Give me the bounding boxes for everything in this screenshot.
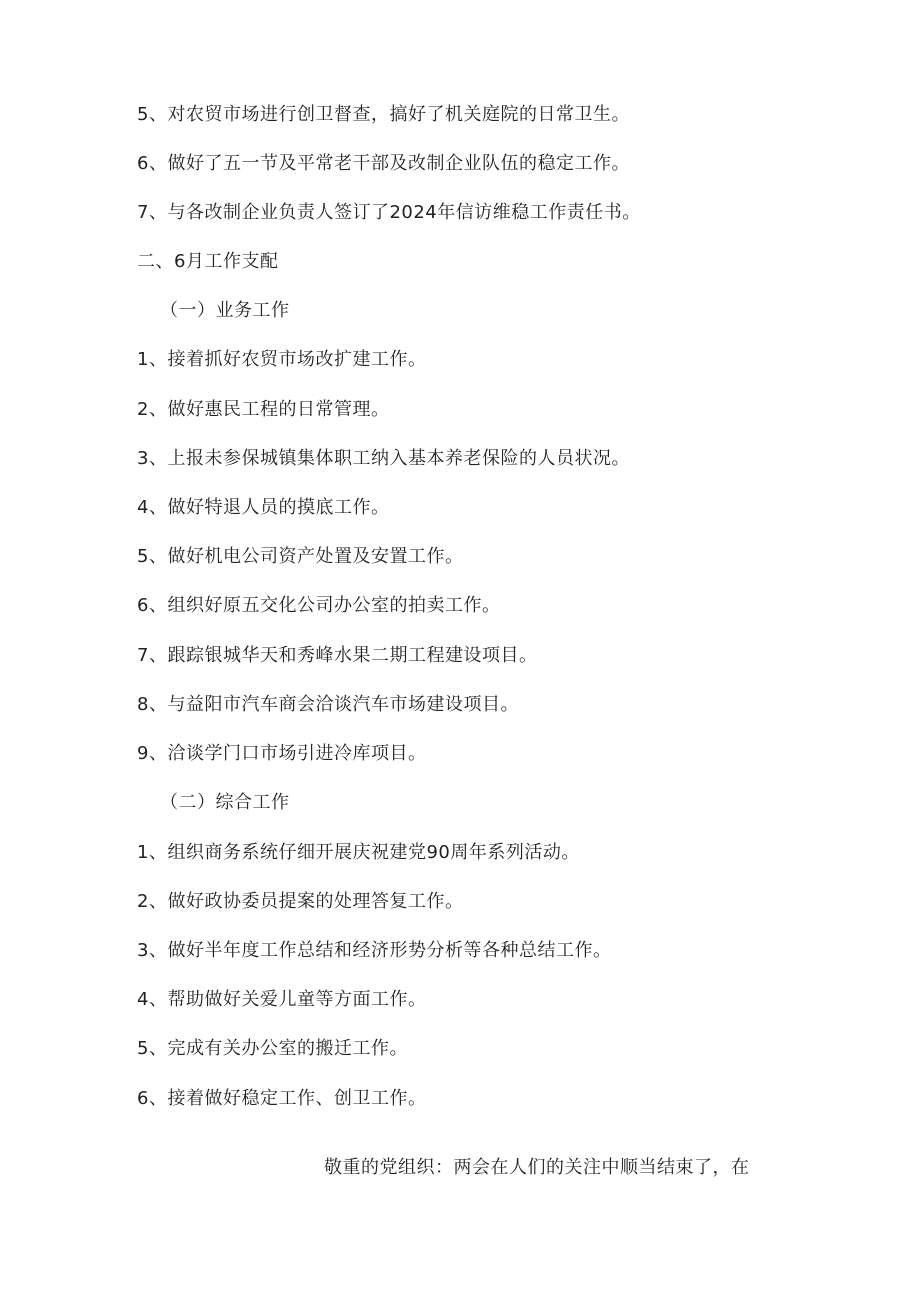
business-item-4: 4、做好特退人员的摸底工作。 xyxy=(137,497,390,518)
general-item-4: 4、帮助做好关爱儿童等方面工作。 xyxy=(137,989,427,1010)
completed-item-6: 6、做好了五一节及平常老干部及改制企业队伍的稳定工作。 xyxy=(137,153,630,174)
general-item-6: 6、接着做好稳定工作、创卫工作。 xyxy=(137,1088,427,1109)
business-item-6: 6、组织好原五交化公司办公室的拍卖工作。 xyxy=(137,595,501,616)
business-item-1: 1、接着抓好农贸市场改扩建工作。 xyxy=(137,349,427,370)
closing-paragraph-start: 敬重的党组织：两会在人们的关注中顺当结束了，在 xyxy=(324,1157,750,1178)
section-heading-june-plan: 二、6月工作支配 xyxy=(137,251,279,272)
business-item-3: 3、上报未参保城镇集体职工纳入基本养老保险的人员状况。 xyxy=(137,448,630,469)
business-item-9: 9、洽谈学门口市场引进冷库项目。 xyxy=(137,743,427,764)
completed-item-5: 5、对农贸市场进行创卫督查，搞好了机关庭院的日常卫生。 xyxy=(137,104,630,125)
business-item-7: 7、跟踪银城华天和秀峰水果二期工程建设项目。 xyxy=(137,645,538,666)
subsection-heading-business: （一）业务工作 xyxy=(160,300,290,321)
business-item-2: 2、做好惠民工程的日常管理。 xyxy=(137,399,390,420)
general-item-2: 2、做好政协委员提案的处理答复工作。 xyxy=(137,891,464,912)
general-item-5: 5、完成有关办公室的搬迁工作。 xyxy=(137,1038,408,1059)
general-item-1: 1、组织商务系统仔细开展庆祝建党90周年系列活动。 xyxy=(137,842,580,863)
business-item-5: 5、做好机电公司资产处置及安置工作。 xyxy=(137,546,464,567)
completed-item-7: 7、与各改制企业负责人签订了2024年信访维稳工作责任书。 xyxy=(137,202,641,223)
business-item-8: 8、与益阳市汽车商会洽谈汽车市场建设项目。 xyxy=(137,694,519,715)
subsection-heading-general: （二）综合工作 xyxy=(160,792,290,813)
general-item-3: 3、做好半年度工作总结和经济形势分析等各种总结工作。 xyxy=(137,940,612,961)
